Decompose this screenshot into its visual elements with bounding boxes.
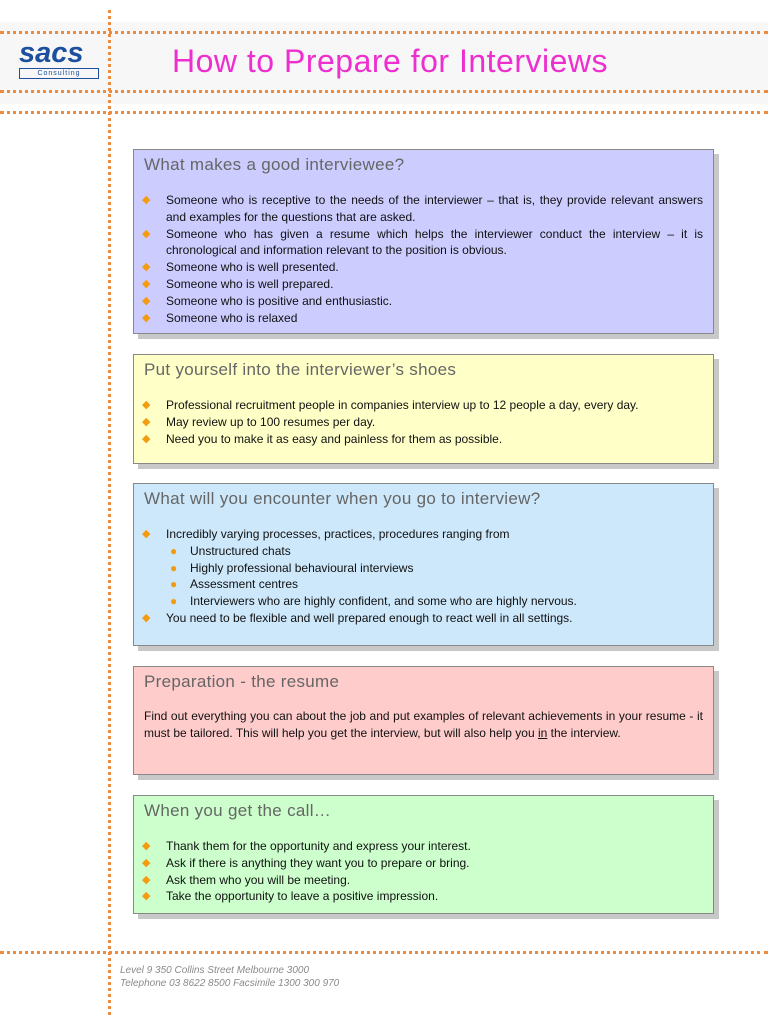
header-top-rule [0,31,768,34]
diamond-icon: ◆ [142,294,151,307]
list-item: ◆ Incredibly varying processes, practices, procedures ranging from ● Unstructured chats ● Highly professional behavioural interviews ● Assessment centres ● Interviewers who are highly confident, and some who are highly nervous. [142,526,703,610]
list-item: ● Interviewers who are highly confident, and some who are highly nervous. [170,594,577,609]
footer-rule [0,951,768,954]
margin-rule [108,10,111,1015]
section-preparation-resume [133,666,714,775]
list-item: ◆ Someone who is receptive to the needs of the interviewer – that is, they provide relevant answers and examples for the questions that are asked. [142,193,703,224]
circle-icon: ● [170,560,178,575]
diamond-icon: ◆ [142,194,151,206]
footer-address [120,964,339,990]
diamond-icon: ◆ [142,856,151,869]
diamond-icon: ◆ [142,399,151,411]
bullet-list [142,397,703,447]
diamond-icon: ◆ [142,432,151,445]
list-item: ● Assessment centres [170,577,299,592]
header-lower-rule [0,111,768,114]
logo-wordmark: sacs [19,37,84,69]
list-item: ◆ Take the opportunity to leave a positive impression. [142,889,439,904]
list-item: ◆ Someone who is positive and enthusiastic. [142,293,393,308]
diamond-icon: ◆ [142,415,151,428]
section-interviewer-shoes [133,354,714,464]
footer-line-phone: Telephone 03 8622 8500 Facsimile 1300 300 970 [120,978,340,989]
section-title: Put yourself into the interviewer’s shoes [144,360,457,379]
sacs-logo [19,37,99,78]
logo-subtitle: Consulting [19,68,99,79]
diamond-icon: ◆ [142,873,151,886]
list-item: ● Unstructured chats [170,543,291,558]
list-item: ◆ You need to be flexible and well prepared enough to react well in all settings. [142,610,573,625]
section-paragraph: Find out everything you can about the job and put examples of relevant achievements in your resume - it must be tailored. This will help you get the interview, but will also help you in the interview. [144,709,703,740]
diamond-icon: ◆ [142,528,151,540]
section-title: What makes a good interviewee? [144,155,405,174]
list-item: ◆ Professional recruitment people in companies interview up to 12 people a day, every day. [142,398,639,412]
diamond-icon: ◆ [142,277,151,290]
sub-bullet-list [166,543,703,610]
circle-icon: ● [170,594,178,609]
diamond-icon: ◆ [142,840,151,852]
bullet-list [142,526,703,627]
list-item: ◆ Someone who is relaxed [142,310,298,325]
list-item: ◆ May review up to 100 resumes per day. [142,414,376,429]
section-what-you-encounter [133,483,714,646]
bullet-list [142,192,703,326]
list-item: ◆ Someone who has given a resume which helps the interviewer conduct the interview – it is chronological and information relevant to the position is obvious. [142,226,703,258]
section-title: What will you encounter when you go to interview? [144,489,541,508]
page-title: How to Prepare for Interviews [172,43,608,79]
list-item: ◆ Need you to make it as easy and painless for them as possible. [142,431,503,446]
footer-line-address: Level 9 350 Collins Street Melbourne 3000 [120,965,310,976]
section-when-you-get-call [133,795,714,914]
diamond-icon: ◆ [142,311,151,324]
circle-icon: ● [170,543,178,558]
section-good-interviewee [133,149,714,334]
diamond-icon: ◆ [142,890,151,903]
section-title: Preparation - the resume [144,672,340,691]
list-item: ◆ Someone who is well presented. [142,260,339,275]
diamond-icon: ◆ [142,611,151,624]
section-title: When you get the call… [144,801,332,820]
bullet-list [142,838,703,905]
diamond-icon: ◆ [142,227,151,240]
circle-icon: ● [170,577,178,592]
list-item: ◆ Ask them who you will be meeting. [142,872,351,887]
list-item: ● Highly professional behavioural interviews [170,560,414,575]
header-bottom-rule [0,90,768,93]
list-item: ◆ Someone who is well prepared. [142,276,334,291]
list-item: ◆ Ask if there is anything they want you to prepare or bring. [142,855,470,870]
list-item: ◆ Thank them for the opportunity and express your interest. [142,839,471,853]
diamond-icon: ◆ [142,261,151,274]
